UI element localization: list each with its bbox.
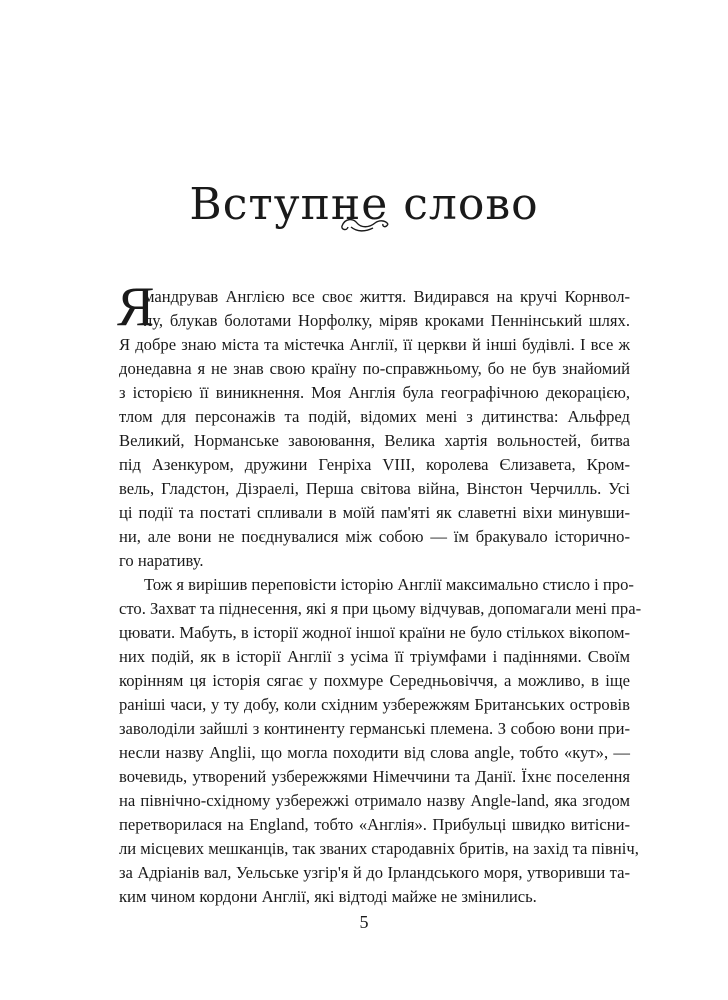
text-line: за Адріанів вал, Уельське узгір'я й до Ірландського моря, утворивши та-	[119, 863, 630, 882]
text-line: лу, блукав болотами Норфолку, міряв кроками Пеннінський шлях.	[144, 311, 630, 330]
text-line: ким чином кордони Англії, які відтоді майже не змінились.	[119, 887, 537, 906]
text-line: них подій, як в історії Англії з усіма її тріумфами і падіннями. Своїм	[119, 647, 630, 666]
flourish-ornament-icon	[339, 212, 391, 234]
text-line: ли місцевих мешканців, так званих стародавніх бритів, на захід та північ,	[119, 839, 639, 858]
text-line: го наративу.	[119, 551, 204, 570]
text-line: заволоділи зайшлі з континенту германські племена. З собою вони при-	[119, 719, 630, 738]
paragraph-1	[119, 285, 630, 573]
text-line: цювати. Мабуть, в історії жодної іншої країни не було стількох вікопом-	[119, 623, 630, 642]
text-line: донедавна я не знав свою країну по-справжньому, бо не був знайомий	[119, 359, 630, 378]
text-line: корінням ця історія сягає у похмуре Середньовіччя, а можливо, в іще	[119, 671, 630, 690]
text-line: ці події та постаті спливали в моїй пам'яті як славетні віхи минувши-	[119, 503, 630, 522]
page-number: 5	[359, 912, 369, 932]
text-line: Великий, Норманське завоювання, Велика хартія вольностей, битва	[119, 431, 630, 450]
text-line: несли назву Anglii, що могла походити від слова angle, тобто «кут», —	[119, 743, 630, 762]
body-text	[117, 276, 642, 909]
text-line: тлом для персонажів та подій, відомих мені з дитинства: Альфред	[119, 407, 630, 426]
text-line: перетворилася на England, тобто «Англія». Прибульці швидко витісни-	[119, 815, 630, 834]
chapter-title: Вступне слово	[189, 179, 539, 231]
text-line: Тож я вирішив переповісти історію Англії максимально стисло і про-	[144, 575, 634, 594]
paragraph-2	[119, 573, 642, 909]
text-line: вочевидь, утворений узбережжями Німеччини та Данії. Їхнє поселення	[119, 767, 630, 786]
text-line: ни, але вони не поєднувалися між собою — їм бракувало історично-	[119, 527, 630, 546]
text-line: мандрував Англією все своє життя. Видирався на кручі Корнвол-	[144, 287, 630, 306]
drop-cap: Я	[117, 276, 155, 338]
text-line: на північно-східному узбережжі отримало назву Angle-land, яка згодом	[119, 791, 630, 810]
text-line: раніші часи, у ту добу, коли східним узбережжям Британських островів	[119, 695, 630, 714]
text-line: сто. Захват та піднесення, які я при цьому відчував, допомагали мені пра-	[119, 599, 642, 618]
text-line: з історією її виникнення. Моя Англія була географічною декорацією,	[119, 383, 630, 402]
text-line: Я добре знаю міста та містечка Англії, її церкви й інші будівлі. І все ж	[119, 335, 630, 354]
text-line: під Азенкуром, дружини Генріха VIII, королева Єлизавета, Кром-	[119, 455, 630, 474]
text-line: вель, Гладстон, Дізраелі, Перша світова війна, Вінстон Черчилль. Усі	[119, 479, 630, 498]
